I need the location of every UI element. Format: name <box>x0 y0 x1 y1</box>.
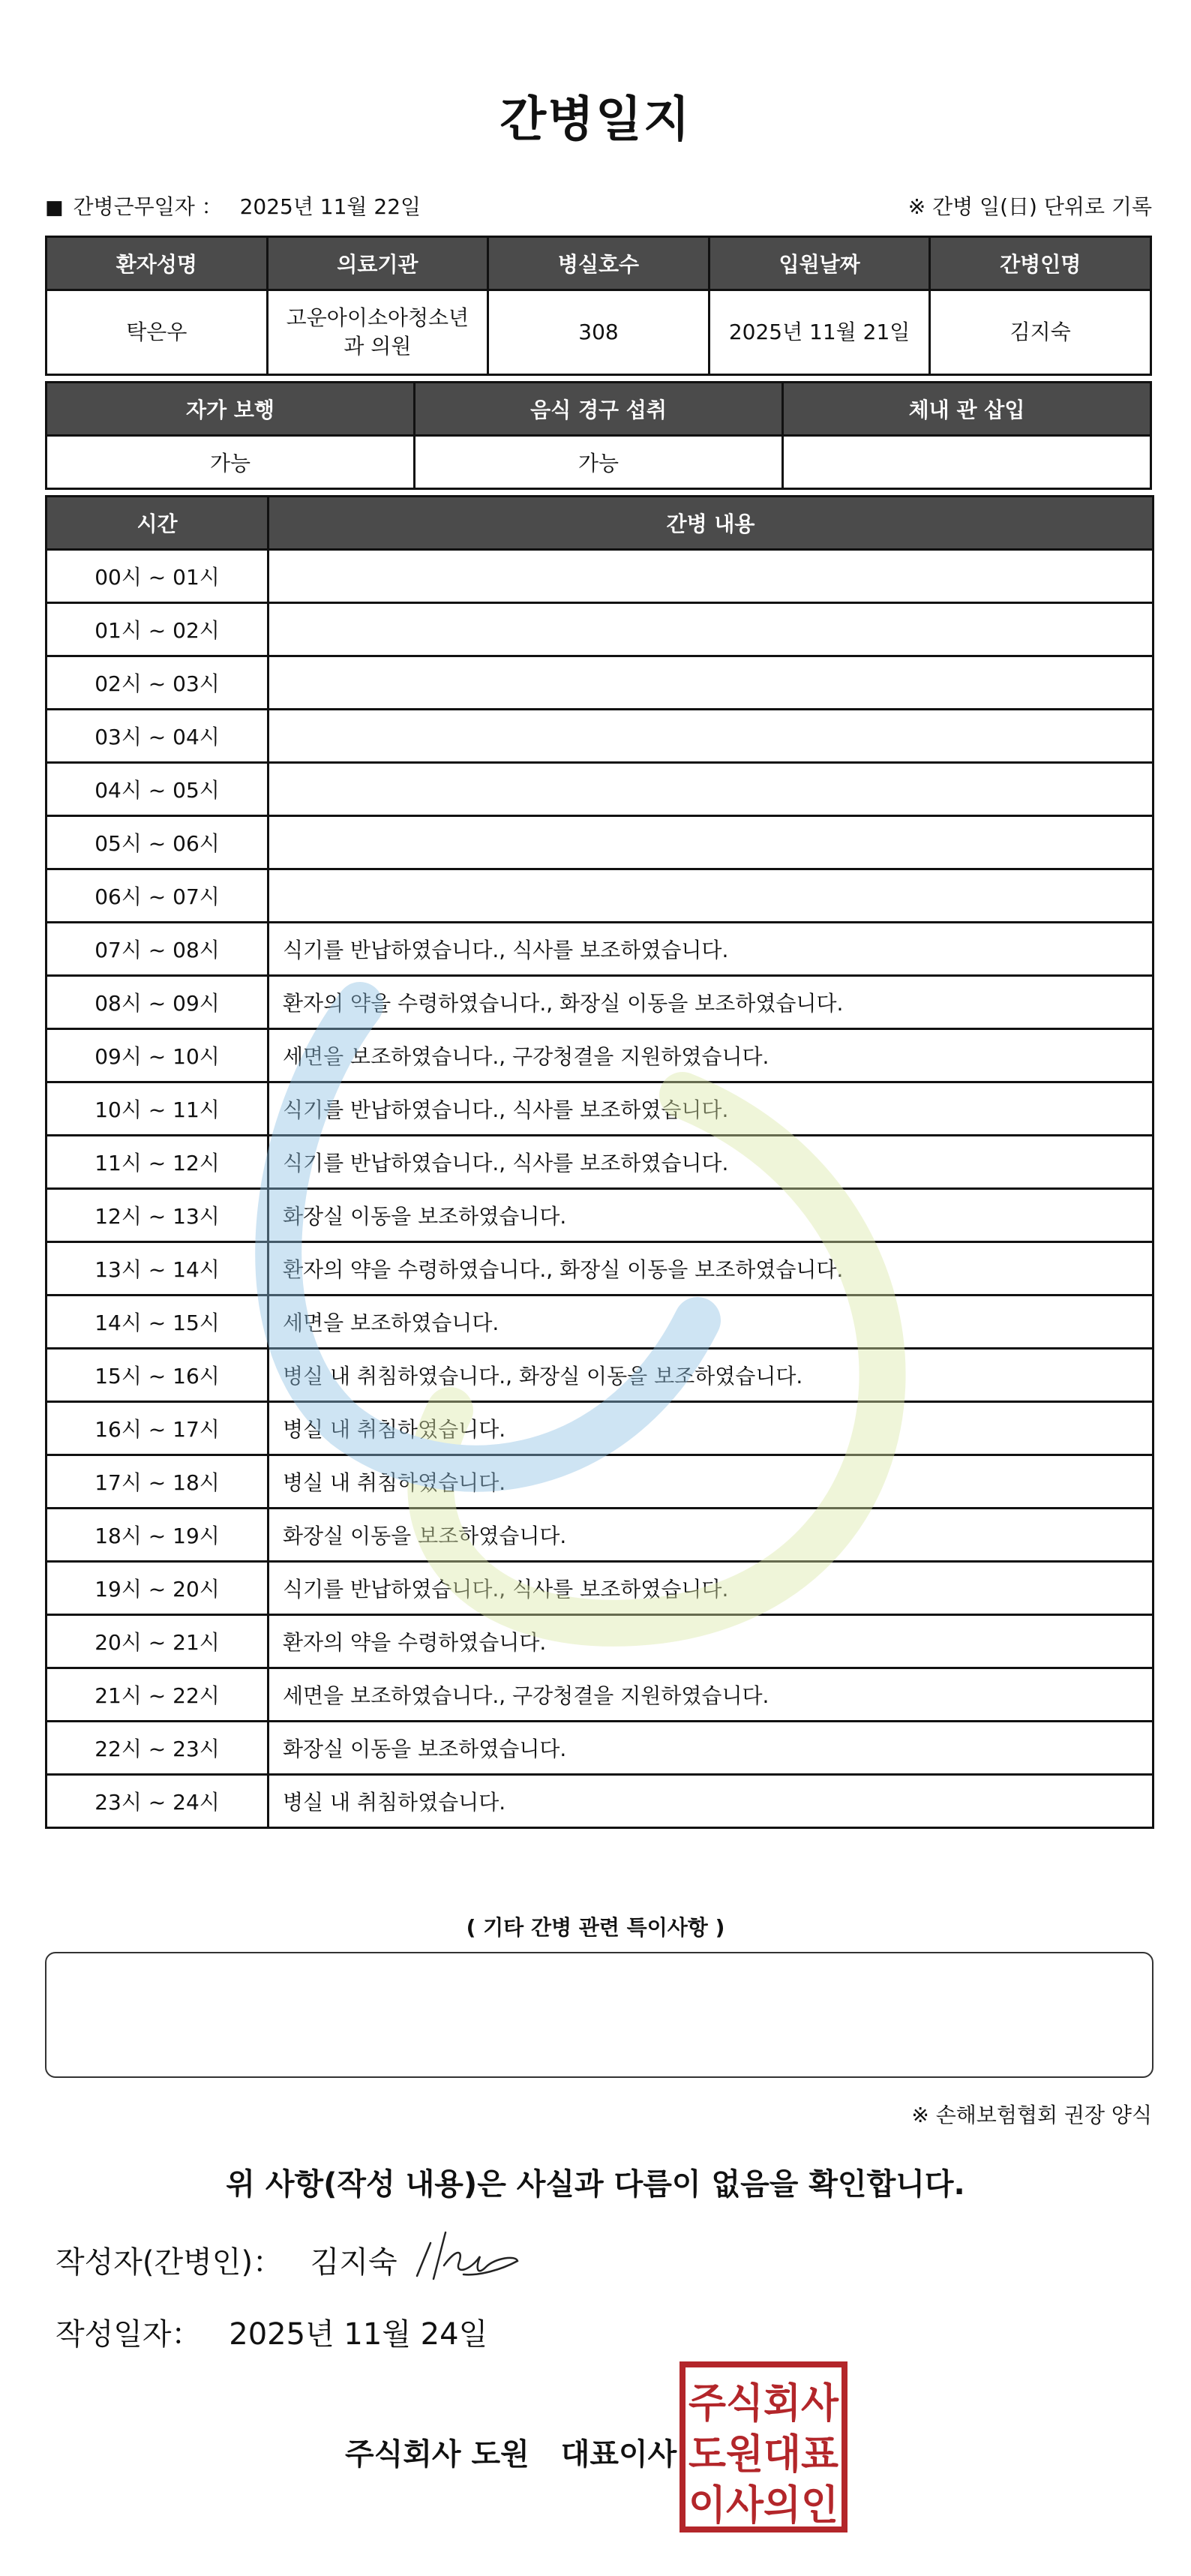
care-log-content: 병실 내 취침하였습니다. <box>268 1455 1154 1509</box>
company-seal-icon <box>678 2360 849 2534</box>
writer-name: 김지숙 <box>310 2245 398 2280</box>
special-notes-box <box>45 1952 1154 2078</box>
room-number: 308 <box>488 290 710 375</box>
header-hospital: 의료기관 <box>267 237 488 290</box>
care-log-row <box>46 763 1154 816</box>
header-caregiver: 간병인명 <box>930 237 1151 290</box>
care-log-time: 15시 ~ 16시 <box>46 1349 268 1402</box>
header-room: 병실호수 <box>488 237 710 290</box>
care-log-row <box>46 1509 1154 1562</box>
care-log-row <box>46 603 1154 656</box>
svg-text:도원대표: 도원대표 <box>688 2430 838 2478</box>
writer-line <box>56 2238 398 2281</box>
care-log-time: 22시 ~ 23시 <box>46 1722 268 1775</box>
care-log-row <box>46 816 1154 869</box>
patient-status-table <box>45 381 1152 490</box>
care-log-content: 화장실 이동을 보조하였습니다. <box>268 1509 1154 1562</box>
care-log-time: 03시 ~ 04시 <box>46 710 268 763</box>
care-log-time: 07시 ~ 08시 <box>46 923 268 976</box>
care-log-content: 병실 내 취침하였습니다. <box>268 1402 1154 1455</box>
care-log-table <box>45 495 1154 1829</box>
care-log-row <box>46 1615 1154 1668</box>
care-log-row <box>46 1242 1154 1296</box>
care-log-content <box>268 869 1154 923</box>
care-log-row <box>46 550 1154 603</box>
representative-title: 대표이사 <box>560 2437 677 2472</box>
svg-text:이사의인: 이사의인 <box>688 2481 838 2529</box>
care-log-time: 19시 ~ 20시 <box>46 1562 268 1615</box>
care-log-content: 환자의 약을 수령하였습니다., 화장실 이동을 보조하였습니다. <box>268 976 1154 1029</box>
care-log-row <box>46 976 1154 1029</box>
admission-date: 2025년 11월 21일 <box>709 290 930 375</box>
handwritten-signature-icon <box>411 2226 524 2286</box>
confirmation-statement: 위 사항(작성 내용)은 사실과 다름이 없음을 확인합니다. <box>226 2167 965 2202</box>
care-log-content: 세면을 보조하였습니다. <box>268 1296 1154 1349</box>
header-tube-insertion: 체내 관 삽입 <box>783 383 1151 436</box>
work-date-line <box>45 191 421 221</box>
care-log-row <box>46 656 1154 710</box>
care-log-time: 13시 ~ 14시 <box>46 1242 268 1296</box>
care-log-content: 식기를 반납하였습니다., 식사를 보조하였습니다. <box>268 1562 1154 1615</box>
patient-value-row <box>46 290 1151 375</box>
care-log-row <box>46 1775 1154 1828</box>
care-log-content <box>268 763 1154 816</box>
care-log-row <box>46 1349 1154 1402</box>
care-log-time: 21시 ~ 22시 <box>46 1668 268 1722</box>
care-log-time: 09시 ~ 10시 <box>46 1029 268 1082</box>
association-note: ※ 손해보험협회 권장 양식 <box>911 2103 1152 2127</box>
work-date-value: 2025년 11월 22일 <box>239 194 422 219</box>
care-log-content <box>268 603 1154 656</box>
self-walking-value: 가능 <box>46 436 415 489</box>
write-date-label: 작성일자： <box>56 2317 202 2352</box>
care-log-time: 02시 ~ 03시 <box>46 656 268 710</box>
svg-text:주식회사: 주식회사 <box>688 2379 839 2427</box>
status-header-row <box>46 383 1151 436</box>
write-date-value: 2025년 11월 24일 <box>229 2317 488 2352</box>
header-care-content: 간병 내용 <box>268 497 1154 550</box>
company-name: 주식회사 도원 <box>345 2437 530 2472</box>
patient-info-table <box>45 236 1152 376</box>
care-log-time: 00시 ~ 01시 <box>46 550 268 603</box>
care-log-time: 18시 ~ 19시 <box>46 1509 268 1562</box>
writer-label: 작성자(간병인)： <box>56 2245 284 2280</box>
care-log-row <box>46 1136 1154 1189</box>
care-log-header-row <box>46 497 1154 550</box>
page-title: 간병일지 <box>500 92 692 148</box>
care-log-row <box>46 1402 1154 1455</box>
care-log-row <box>46 1722 1154 1775</box>
care-log-time: 12시 ~ 13시 <box>46 1189 268 1242</box>
square-bullet-icon: ■ <box>45 197 64 219</box>
write-date-line <box>56 2310 488 2353</box>
care-log-time: 14시 ~ 15시 <box>46 1296 268 1349</box>
care-log-content: 환자의 약을 수령하였습니다. <box>268 1615 1154 1668</box>
special-notes-title: ( 기타 간병 관련 특이사항 ) <box>466 1915 725 1940</box>
care-log-content: 식기를 반납하였습니다., 식사를 보조하였습니다. <box>268 1082 1154 1136</box>
care-log-content <box>268 656 1154 710</box>
care-log-row <box>46 923 1154 976</box>
care-log-row <box>46 710 1154 763</box>
care-log-row <box>46 1296 1154 1349</box>
care-log-time: 04시 ~ 05시 <box>46 763 268 816</box>
oral-intake-value: 가능 <box>415 436 783 489</box>
care-log-time: 11시 ~ 12시 <box>46 1136 268 1189</box>
care-log-row <box>46 1029 1154 1082</box>
company-line <box>345 2430 676 2473</box>
care-log-content: 병실 내 취침하였습니다. <box>268 1775 1154 1828</box>
care-log-time: 01시 ~ 02시 <box>46 603 268 656</box>
care-log-row <box>46 869 1154 923</box>
care-log-content <box>268 816 1154 869</box>
care-log-content: 병실 내 취침하였습니다., 화장실 이동을 보조하였습니다. <box>268 1349 1154 1402</box>
care-log-row <box>46 1455 1154 1509</box>
care-log-time: 08시 ~ 09시 <box>46 976 268 1029</box>
care-log-row <box>46 1082 1154 1136</box>
care-log-content: 세면을 보조하였습니다., 구강청결을 지원하였습니다. <box>268 1668 1154 1722</box>
care-log-content: 환자의 약을 수령하였습니다., 화장실 이동을 보조하였습니다. <box>268 1242 1154 1296</box>
caregiver-name: 김지숙 <box>930 290 1151 375</box>
care-log-content: 세면을 보조하였습니다., 구강청결을 지원하였습니다. <box>268 1029 1154 1082</box>
care-log-row <box>46 1668 1154 1722</box>
care-log-time: 05시 ~ 06시 <box>46 816 268 869</box>
care-log-content: 화장실 이동을 보조하였습니다. <box>268 1189 1154 1242</box>
care-log-content <box>268 550 1154 603</box>
care-log-time: 23시 ~ 24시 <box>46 1775 268 1828</box>
care-log-row <box>46 1562 1154 1615</box>
status-value-row <box>46 436 1151 489</box>
header-patient-name: 환자성명 <box>46 237 268 290</box>
care-log-time: 10시 ~ 11시 <box>46 1082 268 1136</box>
header-admission-date: 입원날짜 <box>709 237 930 290</box>
record-unit-note: ※ 간병 일(日) 단위로 기록 <box>908 194 1152 219</box>
header-time: 시간 <box>46 497 268 550</box>
header-oral-intake: 음식 경구 섭취 <box>415 383 783 436</box>
tube-insertion-value <box>783 436 1151 489</box>
care-log-time: 17시 ~ 18시 <box>46 1455 268 1509</box>
care-log-time: 16시 ~ 17시 <box>46 1402 268 1455</box>
care-log-time: 06시 ~ 07시 <box>46 869 268 923</box>
header-self-walking: 자가 보행 <box>46 383 415 436</box>
care-log-row <box>46 1189 1154 1242</box>
care-log-rows <box>46 550 1154 1828</box>
care-log-content: 화장실 이동을 보조하였습니다. <box>268 1722 1154 1775</box>
hospital-name: 고운아이소아청소년과 의원 <box>267 290 488 375</box>
care-log-content: 식기를 반납하였습니다., 식사를 보조하였습니다. <box>268 1136 1154 1189</box>
patient-header-row <box>46 237 1151 290</box>
patient-name: 탁은우 <box>46 290 268 375</box>
work-date-label: 간병근무일자 ： <box>73 194 223 219</box>
care-log-content <box>268 710 1154 763</box>
care-log-time: 20시 ~ 21시 <box>46 1615 268 1668</box>
care-log-content: 식기를 반납하였습니다., 식사를 보조하였습니다. <box>268 923 1154 976</box>
